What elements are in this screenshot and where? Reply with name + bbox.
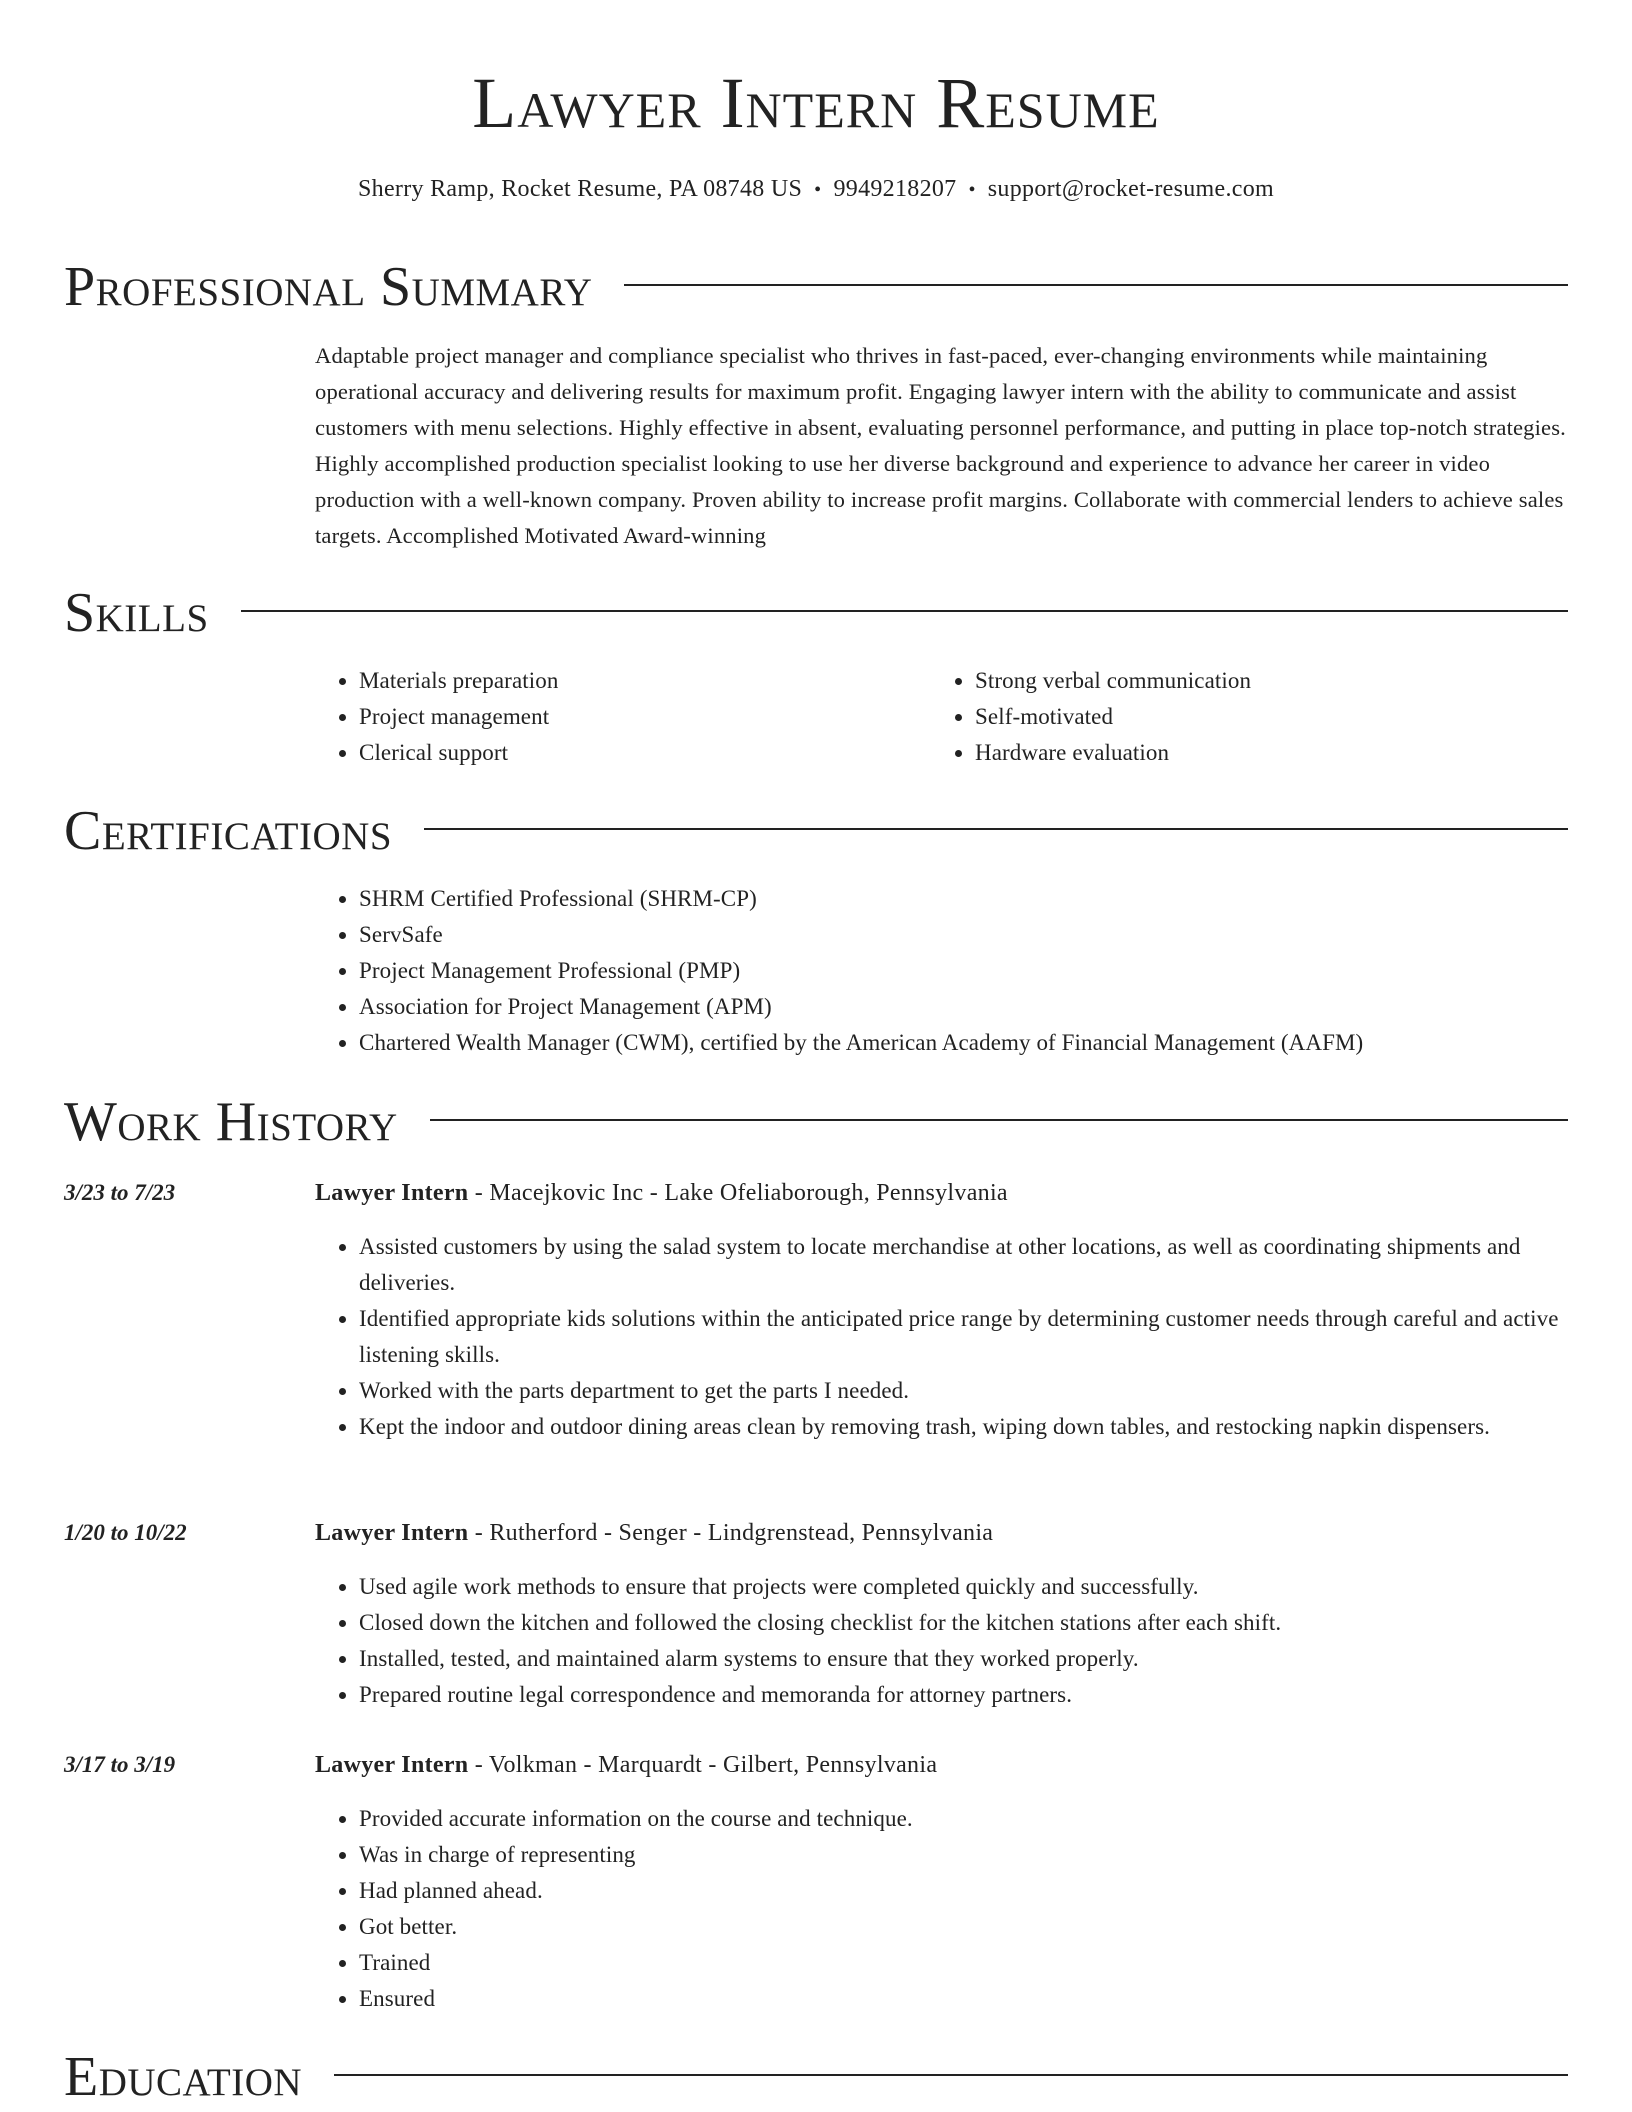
job-dates: 3/23 to 7/23 [64,1180,176,1205]
certification-item: • ServSafe [359,917,1575,953]
contact-phone: 9949218207 [833,176,957,202]
section-divider [334,2074,1568,2076]
job-duty-item: • Installed, tested, and maintained alarm systems to ensure that they worked properly. [359,1641,1568,1677]
job-duty-item: • Assisted customers by using the salad system to locate merchandise at other locations, as well as coordinating shipments and deliveries. [359,1229,1568,1301]
certification-item: • Association for Project Management (APM) [359,989,1575,1025]
section-title-education: Education [64,2046,303,2108]
section-divider [424,828,1568,830]
job-duty-item: • Worked with the parts department to get the parts I needed. [359,1373,1568,1409]
contact-separator: • [968,179,976,201]
job-duties [315,1569,1568,1713]
certification-item: • SHRM Certified Professional (SHRM-CP) [359,881,1575,917]
job-duty-item: • Got better. [359,1909,1568,1945]
job-header [315,1515,993,1551]
skill-item: • Clerical support [359,735,558,771]
section-title-work-history: Work History [64,1091,398,1153]
section-header-work-history [64,1087,1568,1157]
skill-item: • Project management [359,699,558,735]
job-dates: 1/20 to 10/22 [64,1520,187,1545]
section-header-education [64,2042,1568,2112]
job-company-location: - Macejkovic Inc - Lake Ofeliaborough, Pennsylvania [468,1180,1008,1206]
skills-list-left [315,663,558,771]
section-header-skills [64,578,1568,648]
job-duty-item: • Used agile work methods to ensure that projects were completed quickly and successfully. [359,1569,1568,1605]
job-dates: 3/17 to 3/19 [64,1752,176,1777]
certifications-block [315,881,1575,1061]
section-divider [430,1119,1568,1121]
job-company-location: - Rutherford - Senger - Lindgrenstead, Pennsylvania [468,1520,994,1546]
job-duty-item: • Trained [359,1945,1568,1981]
skills-column-left [315,663,558,771]
contact-separator: • [814,179,822,201]
contact-line [0,174,1632,205]
contact-email: support@rocket-resume.com [987,176,1274,202]
job-company-location: - Volkman - Marquardt - Gilbert, Pennsylvania [468,1752,938,1778]
section-header-certifications [64,796,1568,866]
job-duties-list [315,1229,1568,1445]
section-divider [624,284,1568,286]
section-header-summary [64,252,1568,322]
section-title-skills: Skills [64,582,209,644]
skill-item: • Self-motivated [975,699,1251,735]
job-duty-item: • Identified appropriate kids solutions within the anticipated price range by determining customer needs through careful and active listening skills. [359,1301,1568,1373]
job-duty-item: • Closed down the kitchen and followed the closing checklist for the kitchen stations after each shift. [359,1605,1568,1641]
certification-item: • Chartered Wealth Manager (CWM), certified by the American Academy of Financial Management (AAFM) [359,1025,1575,1061]
skill-item: • Materials preparation [359,663,558,699]
section-divider [241,610,1568,612]
job-duties [315,1801,1568,2017]
skill-item: • Strong verbal communication [975,663,1251,699]
job-header [315,1747,937,1783]
job-role: Lawyer Intern [315,1520,469,1546]
section-title-summary: Professional Summary [64,256,593,318]
job-duty-item: • Prepared routine legal correspondence and memoranda for attorney partners. [359,1677,1568,1713]
job-duty-item: • Provided accurate information on the course and technique. [359,1801,1568,1837]
skills-list-right [931,663,1251,771]
job-duties-list [315,1801,1568,2017]
job-duties [315,1229,1568,1445]
job-duty-item: • Had planned ahead. [359,1873,1568,1909]
contact-address: Sherry Ramp, Rocket Resume, PA 08748 US [358,176,803,202]
skill-item: • Hardware evaluation [975,735,1251,771]
summary-text: Adaptable project manager and compliance specialist who thrives in fast-paced, ever-changing environments while maintaining operational accuracy and delivering results for maximum profit. Engaging lawyer intern with the ability to communicate and assist customers with menu selections. Highly effective in absent, evaluating personnel performance, and putting in place top-notch strategies. Highly accomplished production specialist looking to use her diverse background and experience to advance her career in video production with a well-known company. Proven ability to increase profit margins. Collaborate with commercial lenders to achieve sales targets. Accomplished Motivated Award-winning [315,343,1566,548]
job-role: Lawyer Intern [315,1180,469,1206]
job-duty-item: • Ensured [359,1981,1568,2017]
job-role: Lawyer Intern [315,1752,469,1778]
certifications-list [315,881,1575,1061]
job-duty-item: • Was in charge of representing [359,1837,1568,1873]
job-duty-item: • Kept the indoor and outdoor dining areas clean by removing trash, wiping down tables, and restocking napkin dispensers. [359,1409,1568,1445]
job-duties-list [315,1569,1568,1713]
resume-title: Lawyer Intern Resume [472,63,1160,143]
job-header [315,1175,1008,1211]
skills-column-right [931,663,1251,771]
section-title-certifications: Certifications [64,800,393,862]
certification-item: • Project Management Professional (PMP) [359,953,1575,989]
